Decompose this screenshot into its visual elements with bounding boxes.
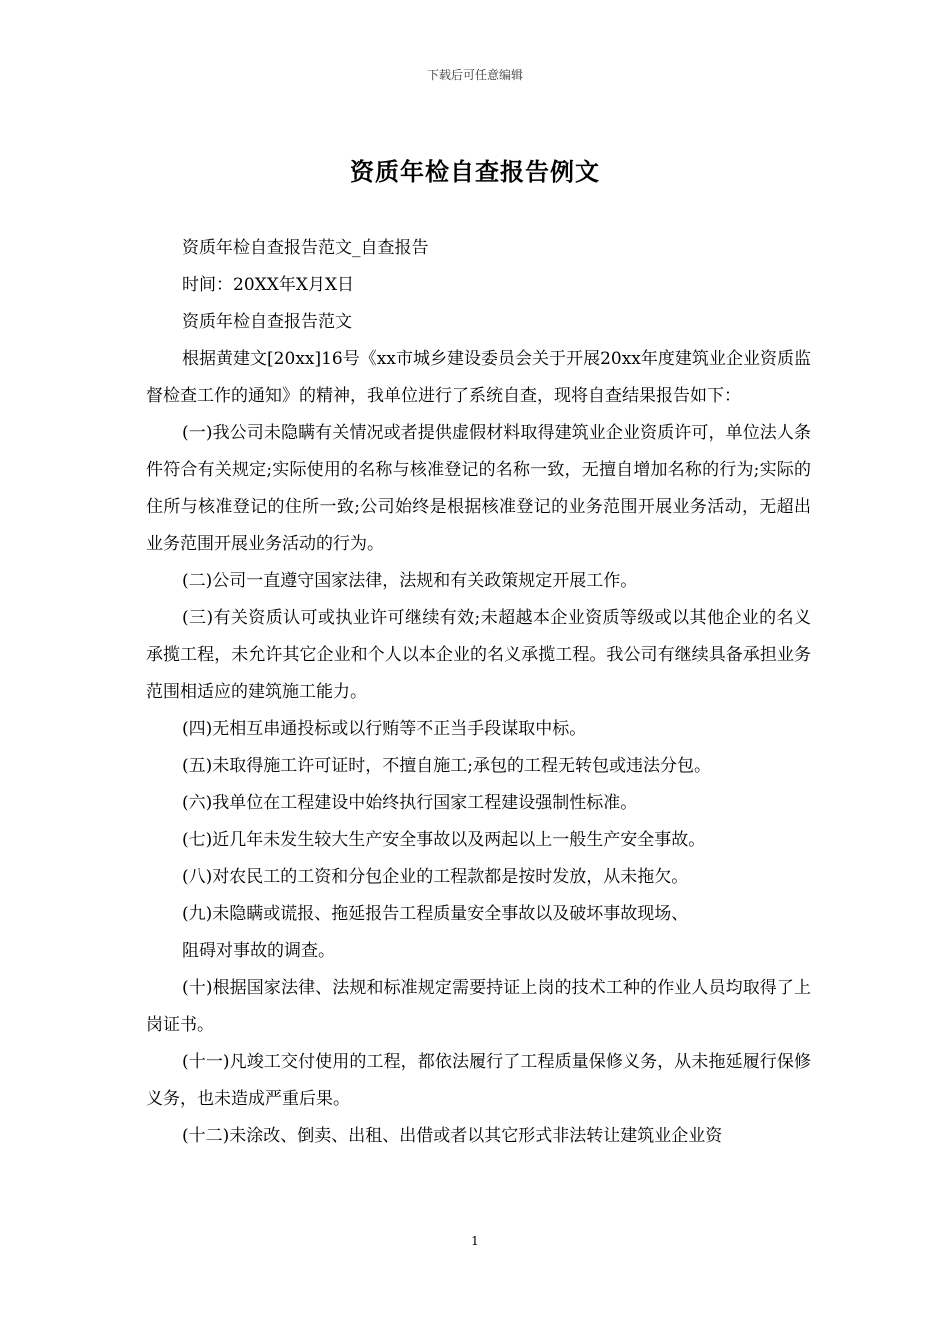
document-body <box>146 230 811 1155</box>
page-number: 1 <box>471 1234 479 1248</box>
paragraph: 阻碍对事故的调查。 <box>182 941 335 961</box>
paragraph: 资质年检自查报告范文_自查报告 <box>182 238 429 258</box>
paragraph: (五)未取得施工许可证时，不擅自施工;承包的工程无转包或违法分包。 <box>182 756 711 776</box>
paragraph: (十二)未涂改、倒卖、出租、出借或者以其它形式非法转让建筑业企业资 <box>182 1126 723 1146</box>
paragraph: (三)有关资质认可或执业许可继续有效;未超越本企业资质等级或以其他企业的名义承揽工程，未允许其它企业和个人以本企业的名义承揽工程。我公司有继续具备承担业务范围相适应的建筑施工能力。 <box>146 608 811 702</box>
header-note: 下载后可任意编辑 <box>426 68 523 82</box>
paragraph: (四)无相互串通投标或以行贿等不正当手段谋取中标。 <box>182 719 587 739</box>
paragraph: (一)我公司未隐瞒有关情况或者提供虚假材料取得建筑业企业资质许可，单位法人条件符合有关规定;实际使用的名称与核准登记的名称一致，无擅自增加名称的行为;实际的住所与核准登记的住所一致;公司始终是根据核准登记的业务范围开展业务活动，无超出业务范围开展业务活动的行为。 <box>146 423 811 554</box>
paragraph: 时间：20XX年X月X日 <box>182 275 355 295</box>
document-title: 资质年检自查报告例文 <box>350 157 600 186</box>
paragraph: (九)未隐瞒或谎报、拖延报告工程质量安全事故以及破坏事故现场、 <box>182 904 689 924</box>
paragraph: (八)对农民工的工资和分包企业的工程款都是按时发放，从未拖欠。 <box>182 867 689 887</box>
paragraph: (二)公司一直遵守国家法律，法规和有关政策规定开展工作。 <box>182 571 638 591</box>
paragraph: (七)近几年未发生较大生产安全事故以及两起以上一般生产安全事故。 <box>182 830 706 850</box>
paragraph: (六)我单位在工程建设中始终执行国家工程建设强制性标准。 <box>182 793 638 813</box>
paragraph: (十)根据国家法律、法规和标准规定需要持证上岗的技术工种的作业人员均取得了上岗证书。 <box>146 978 811 1035</box>
paragraph: 根据黄建文[20xx]16号《xx市城乡建设委员会关于开展20xx年度建筑业企业资质监督检查工作的通知》的精神，我单位进行了系统自查，现将自查结果报告如下： <box>146 349 811 406</box>
paragraph: (十一)凡竣工交付使用的工程，都依法履行了工程质量保修义务，从未拖延履行保修义务，也未造成严重后果。 <box>146 1052 811 1109</box>
paragraph: 资质年检自查报告范文 <box>182 312 352 332</box>
